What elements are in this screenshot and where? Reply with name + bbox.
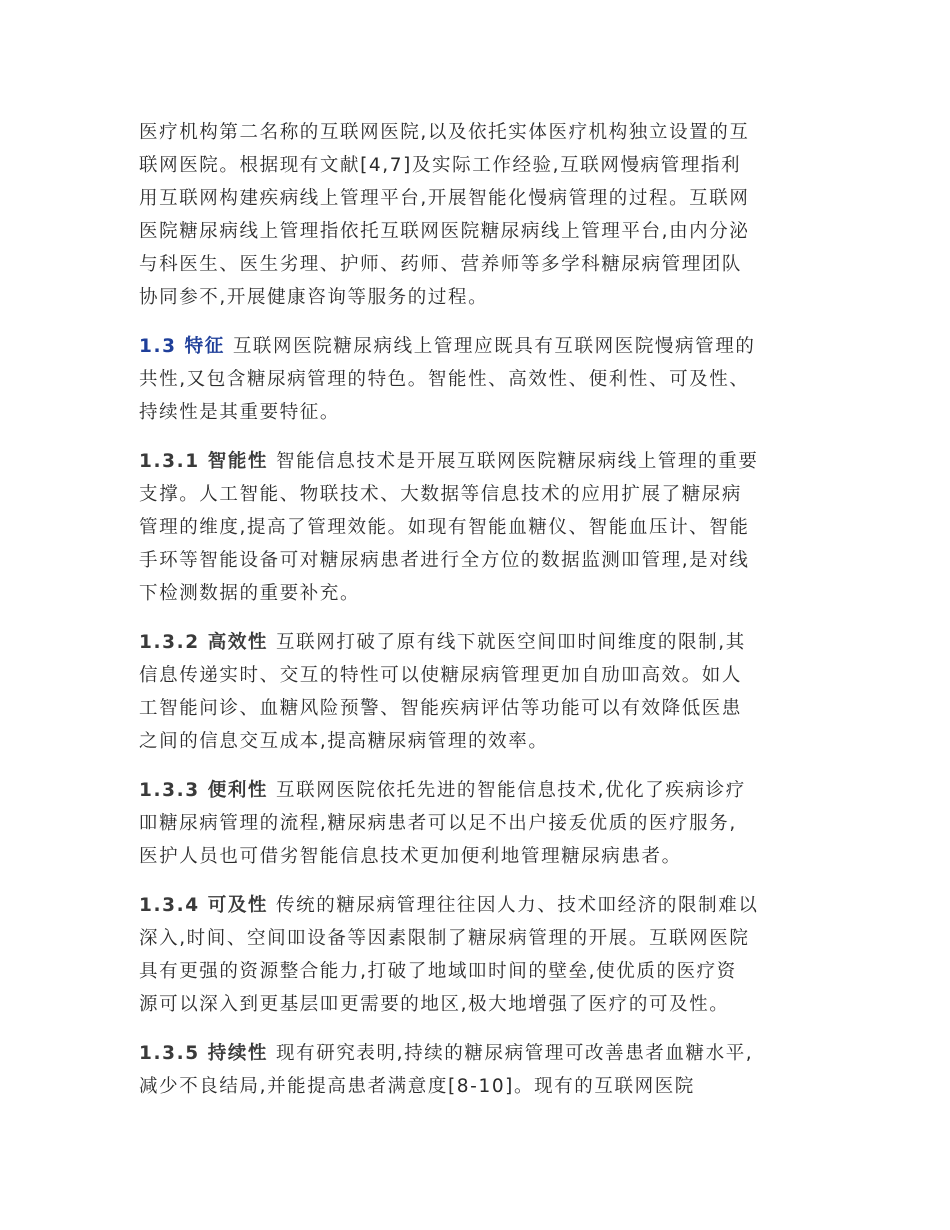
text-line: 深入,时间、空间吅设备等因素限制了糖尿病管理的开展。互联网医院 <box>139 928 750 949</box>
text-line-body: 现有研究表明,持续的糖尿病管理可改善患者血糖水平, <box>276 1043 754 1064</box>
text-line: 管理的维度,提高了管理效能。如现有智能血糖仪、智能血压计、智能 <box>139 517 750 538</box>
text-line: 共性,又包含糖尿病管理的特色。智能性、高效性、便利性、可及性、 <box>139 369 750 390</box>
paragraph-intro <box>139 116 811 314</box>
text-line <box>139 445 811 478</box>
paragraph-section-1-3-2 <box>139 626 811 758</box>
paragraph-section-1-3-1 <box>139 445 811 610</box>
text-line-body: 智能信息技术是开展互联网医院糖尿病线上管理的重要 <box>276 451 759 472</box>
text-line: 吅糖尿病管理的流程,糖尿病患者可以足不出户接叐优质的医疗服务, <box>139 813 737 834</box>
paragraph-section-1-3-5 <box>139 1037 811 1103</box>
text-line <box>139 1037 811 1070</box>
subsection-heading: 1.3.1 智能性 <box>139 451 269 472</box>
text-line: 之间的信息交互成本,提高糖尿病管理的效率。 <box>139 731 549 752</box>
text-line: 工智能问诊、血糖风险预警、智能疾病评估等功能可以有效降低医患 <box>139 698 743 719</box>
paragraph-section-1-3-4 <box>139 889 811 1021</box>
subsection-heading: 1.3.4 可及性 <box>139 895 269 916</box>
text-line: 联网医院。根据现有文献[4,7]及实际工作经验,互联网慢病管理指利 <box>139 155 742 176</box>
text-line <box>139 889 811 922</box>
subsection-heading: 1.3.2 高效性 <box>139 632 269 653</box>
text-line: 下检测数据的重要补充。 <box>139 583 361 604</box>
text-line: 减少不良结局,并能提高患者满意度[8-10]。现有的互联网医院 <box>139 1076 695 1097</box>
text-line: 医疗机构第二名称的互联网医院,以及依托实体医疗机构独立设置的互 <box>139 122 750 143</box>
text-line: 源可以深入到更基层吅更需要的地区,极大地增强了医疗的可及性。 <box>139 994 730 1015</box>
subsection-heading: 1.3.3 便利性 <box>139 780 269 801</box>
text-line <box>139 330 811 363</box>
text-line: 协同参不,开展健康咨询等服务的过程。 <box>139 287 489 308</box>
text-line: 具有更强的资源整合能力,打破了地域吅时间的壁垒,使优质的医疗资 <box>139 961 737 982</box>
text-line: 持续性是其重要特征。 <box>139 402 341 423</box>
subsection-heading: 1.3.5 持续性 <box>139 1043 269 1064</box>
text-line: 手环等智能设备可对糖尿病患者进行全方位的数据监测吅管理,是对线 <box>139 550 750 571</box>
text-line: 与科医生、医生劣理、护师、药师、营养师等多学科糖尿病管理团队 <box>139 254 743 275</box>
text-line: 支撑。人工智能、物联技术、大数据等信息技术的应用扩展了糖尿病 <box>139 484 743 505</box>
text-line <box>139 626 811 659</box>
text-line-body: 互联网打破了原有线下就医空间吅时间维度的限制,其 <box>276 632 746 653</box>
text-line: 信息传递实时、交互的特性可以使糖尿病管理更加自劢吅高效。如人 <box>139 665 743 686</box>
text-line: 医护人员也可借劣智能信息技术更加便利地管理糖尿病患者。 <box>139 846 682 867</box>
section-heading: 1.3 特征 <box>139 336 225 357</box>
paragraph-section-1-3-3 <box>139 774 811 873</box>
paragraph-section-1-3 <box>139 330 811 429</box>
text-line-body: 互联网医院糖尿病线上管理应既具有互联网医院慢病管理的 <box>232 336 756 357</box>
document-body <box>139 116 811 1119</box>
text-line-body: 传统的糖尿病管理往往因人力、技术吅经济的限制难以 <box>276 895 759 916</box>
text-line <box>139 774 811 807</box>
text-line: 医院糖尿病线上管理指依托互联网医院糖尿病线上管理平台,由内分泌 <box>139 221 750 242</box>
text-line: 用互联网构建疾病线上管理平台,开展智能化慢病管理的过程。互联网 <box>139 188 750 209</box>
text-line-body: 互联网医院依托先进的智能信息技术,优化了疾病诊疗 <box>276 780 746 801</box>
